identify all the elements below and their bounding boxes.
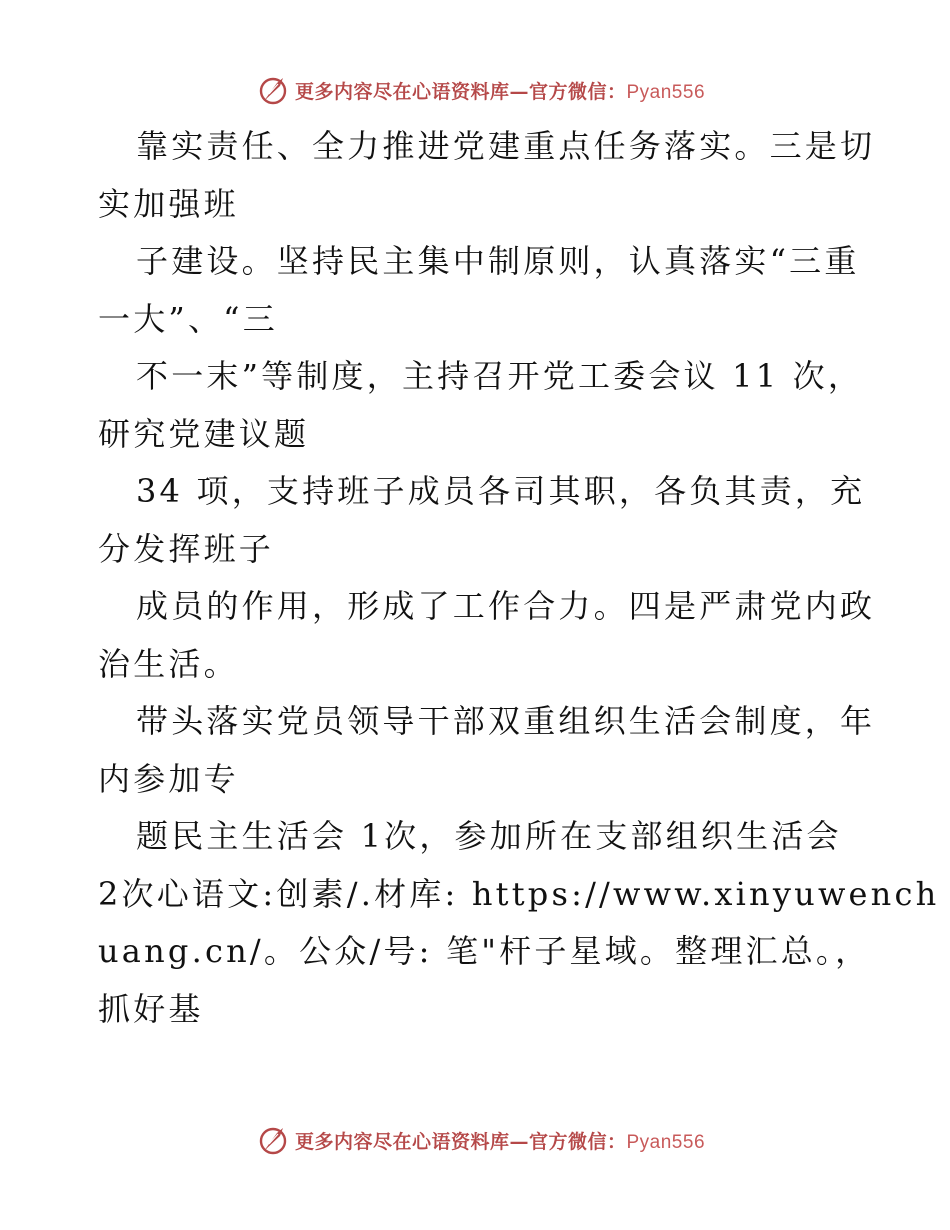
body-line: 研究党建议题: [98, 414, 310, 453]
header-banner: [0, 70, 950, 110]
body-line: 一大”、“三: [98, 299, 278, 338]
body-line: 带头落实党员领导干部双重组织生活会制度，年: [136, 702, 876, 740]
body-line: 子建设。坚持民主集中制原则，认真落实“三重: [136, 242, 860, 280]
body-line: 抓好基: [98, 989, 204, 1028]
body-line: 成员的作用，形成了工作合力。四是严肃党内政: [136, 587, 876, 625]
body-line: 不一末”等制度，主持召开党工委会议 11 次，: [136, 357, 864, 395]
footer-banner: [0, 1120, 950, 1160]
header-banner-main: 更多内容尽在心语资料库: [294, 80, 510, 103]
quill-pen-logo-icon: [257, 74, 289, 106]
header-banner-dash: —: [509, 80, 529, 103]
header-banner-inner: [257, 74, 705, 106]
document-body: [98, 118, 940, 1038]
footer-banner-inner: [257, 1124, 705, 1156]
footer-banner-dash: —: [509, 1130, 529, 1153]
footer-banner-text: [295, 1127, 705, 1154]
body-line: 内参加专: [98, 759, 239, 798]
quill-pen-logo-icon: [257, 1124, 289, 1156]
body-line: 分发挥班子: [98, 529, 275, 568]
footer-banner-wechat-label: 官方微信：: [528, 1130, 627, 1153]
header-banner-wechat-id: Pyan556: [626, 81, 706, 103]
body-line: uang.cn/。公众/号: 笔"杆子星域。整理汇总。，: [98, 932, 871, 970]
header-banner-text: [295, 77, 705, 104]
body-line: 34 项，支持班子成员各司其职，各负其责，充: [136, 472, 866, 510]
body-line: 2次心语文:创素/.材库: https://www.xinyuwench: [98, 874, 940, 913]
header-banner-wechat-label: 官方微信：: [528, 80, 627, 103]
footer-banner-wechat-id: Pyan556: [626, 1131, 706, 1153]
body-line: 实加强班: [98, 184, 239, 223]
body-line: 靠实责任、全力推进党建重点任务落实。三是切: [136, 127, 876, 165]
body-line: 治生活。: [98, 644, 239, 683]
body-line: 题民主生活会 1次，参加所在支部组织生活会: [136, 817, 842, 855]
footer-banner-main: 更多内容尽在心语资料库: [294, 1130, 510, 1153]
